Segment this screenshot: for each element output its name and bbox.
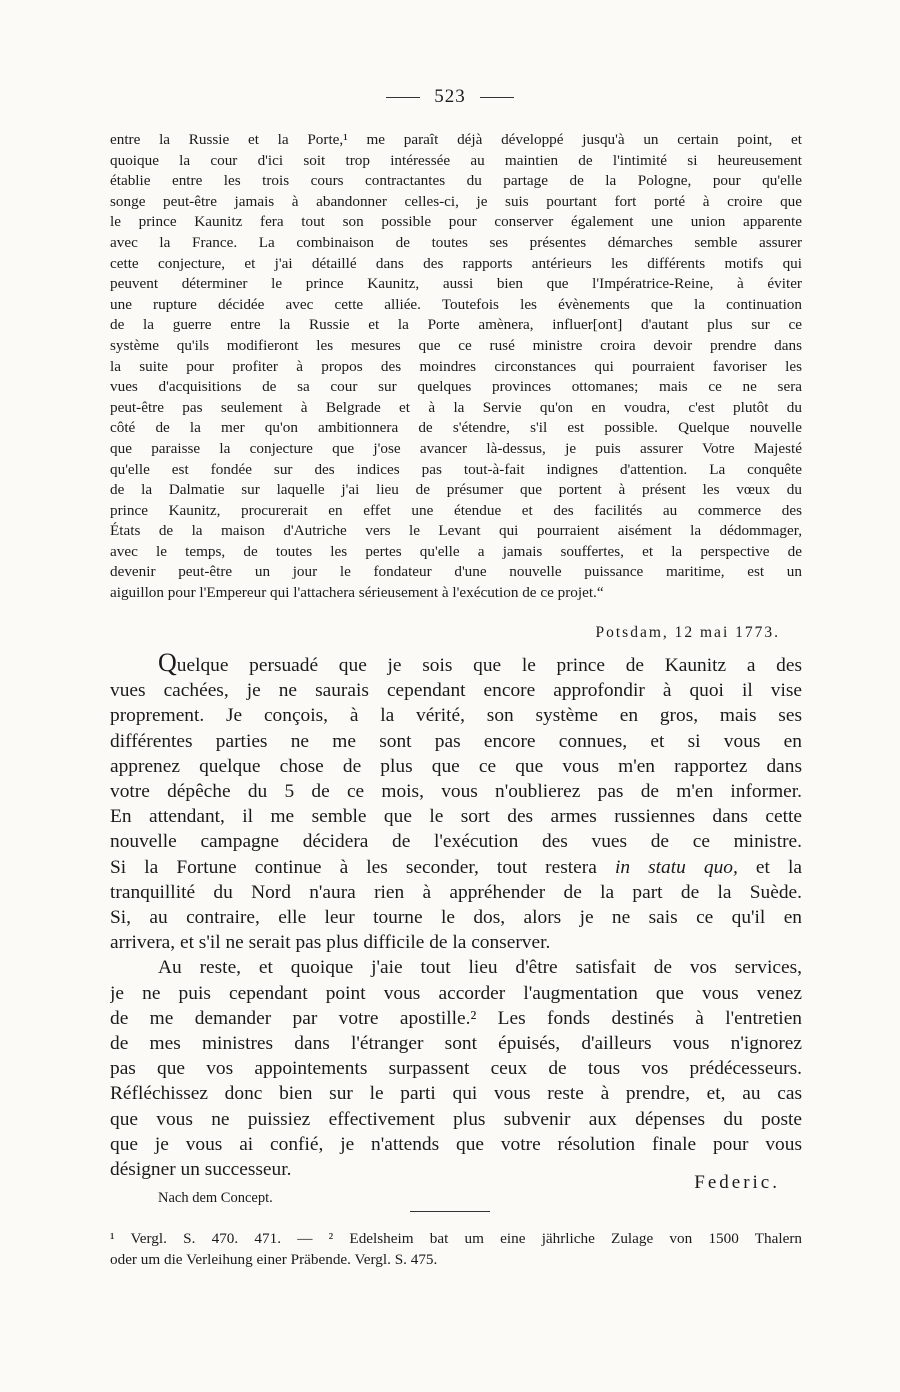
letter-line: de mes ministres dans l'étranger sont épuisés, d'ailleurs vous n'ignorez	[110, 1033, 802, 1055]
letter-line	[110, 855, 802, 880]
quote-line: cette conjecture, et j'ai détaillé dans des rapports antérieurs les différents motifs qui	[110, 254, 802, 272]
quote-line: système qu'ils modifieront les mesures que ce rusé ministre croira devoir prendre dans	[110, 336, 802, 354]
quote-line: quoique la cour d'ici soit trop intéressée au maintien de l'intimité si heureusement	[110, 151, 802, 169]
quote-line: États de la maison d'Autriche vers le Levant qui pourraient aisément la dédommager,	[110, 522, 802, 540]
letter-line: votre dépêche du 5 de ce mois, vous n'oublierez pas de m'en informer.	[110, 781, 802, 803]
letter-line: de me demander par votre apostille.² Les fonds destinés à l'entretien	[110, 1007, 802, 1029]
quote-line: peut-être pas seulement à Belgrade et à la Servie qu'on en voudra, c'est plutôt du	[110, 398, 802, 416]
letter-line-text: uelque persuadé que je sois que le prince de Kaunitz a des	[176, 655, 802, 676]
quote-line: qu'elle est fondée sur des indices pas tout-à-fait indignes d'attention. La conquête	[110, 460, 802, 478]
letter-line: apprenez quelque chose de plus que ce que vous m'en rapportez dans	[110, 755, 802, 777]
quote-line: prince Kaunitz, procurerait en effet une étendue et des facilités au commerce des	[110, 501, 802, 519]
quote-line: aiguillon pour l'Empereur qui l'attachera sérieusement à l'exécution de ce projet.“	[110, 584, 604, 602]
page-number-dash-right	[480, 97, 514, 98]
quote-line: établie entre les trois cours contractantes du partage de la Pologne, pour qu'elle	[110, 172, 802, 190]
letter-line: pas que vos appointements surpassent ceux de tous vos prédécesseurs.	[110, 1058, 802, 1080]
quote-line: peuvent déterminer le prince Kaunitz, aussi bien que l'Impératrice-Reine, à éviter	[110, 275, 802, 293]
letter-line: que vous ne puissiez effectivement plus subvenir aux dépenses du poste	[110, 1108, 802, 1130]
quote-line: une rupture décidée avec cette alliée. Toutefois les évènements que la continuation	[110, 295, 802, 313]
quote-line: le prince Kaunitz fera tout son possible pour conserver également une union apparente	[110, 213, 802, 231]
letter-line: tranquillité du Nord n'aura rien à appréhender de la part de la Suède.	[110, 881, 802, 903]
footnote-line: oder um die Verleihung einer Präbende. Vergl. S. 475.	[110, 1251, 438, 1268]
footnote-line: ¹ Vergl. S. 470. 471. — ² Edelsheim bat um eine jährliche Zulage von 1500 Thalern	[110, 1230, 802, 1247]
dateline: Potsdam, 12 mai 1773.	[595, 624, 780, 641]
quoted-report	[110, 130, 802, 604]
letter-line-text: et la	[755, 856, 802, 878]
page-number-text: 523	[434, 86, 466, 107]
letter-line: vues cachées, je ne saurais cependant encore approfondir à quoi il vise	[110, 680, 802, 702]
initial-letter: Q	[158, 650, 177, 677]
quote-line: avec le temps, de toutes les pertes qu'elle a jamais souffertes, et la perspective de	[110, 542, 802, 560]
quote-line: de la Dalmatie sur laquelle j'ai lieu de présumer que portent à présent les vœux du	[110, 481, 802, 499]
quote-line: vues d'acquisitions de sa cour sur quelques provinces ottomanes; mais ce ne sera	[110, 378, 802, 396]
quote-line: avec la France. La combinaison de toutes ses présentes démarches semble assurer	[110, 233, 802, 251]
letter-line: que je vous ai confié, je n'attends que votre résolution finale pour vous	[110, 1133, 802, 1155]
quote-line: entre la Russie et la Porte,¹ me paraît déjà développé jusqu'à un certain point, et	[110, 131, 802, 148]
letter-line-text: Si la Fortune continue à les seconder, tout restera	[110, 856, 597, 878]
quote-line: songe peut-être jamais à abandonner celles-ci, je suis pourtant fort porté à croire que	[110, 192, 802, 210]
letter-line: je ne puis cependant point vous accorder l'augmentation que vous venez	[110, 982, 802, 1004]
quote-line: que paraisse la conjecture que j'ose avancer là-dessus, je puis assurer Votre Majesté	[110, 439, 802, 457]
quote-line: côté de la mer qu'on ambitionnera de s'étendre, s'il est possible. Quelque nouvelle	[110, 419, 802, 437]
quote-line: devenir peut-être un jour le fondateur d'une nouvelle puissance maritime, est un	[110, 563, 802, 581]
page-number-dash-left	[386, 97, 420, 98]
footnote-divider	[410, 1211, 490, 1212]
source-note: Nach dem Concept.	[158, 1190, 273, 1206]
italic-phrase: in statu quo,	[614, 856, 738, 878]
letter-body	[110, 650, 802, 1182]
quote-line: de la guerre entre la Russie et la Porte amènera, influer[ont] d'autant plus sur ce	[110, 316, 802, 334]
letter-line: désigner un successeur.	[110, 1159, 292, 1181]
letter-line: arrivera, et s'il ne serait pas plus difficile de la conserver.	[110, 932, 551, 954]
letter-line: différentes parties ne me sont pas encore connues, et si vous en	[110, 730, 802, 752]
letter-line: proprement. Je conçois, à la vérité, son système en gros, mais ses	[110, 705, 802, 727]
letter-line: Au reste, et quoique j'aie tout lieu d'être satisfait de vos services,	[158, 957, 802, 979]
letter-line: En attendant, il me semble que le sort des armes russiennes dans cette	[110, 806, 802, 828]
letter-line: Si, au contraire, elle leur tourne le dos, alors je ne sais ce qu'il en	[110, 907, 802, 929]
letter-line: nouvelle campagne décidera de l'exécution des vues de ce ministre.	[110, 831, 802, 853]
quote-line: la suite pour profiter à propos des moindres circonstances qui pourraient favoriser les	[110, 357, 802, 375]
footnotes	[110, 1228, 802, 1270]
letter-line	[110, 650, 802, 678]
page-number	[0, 86, 900, 108]
signature: Federic.	[694, 1172, 780, 1193]
letter-line: Réfléchissez donc bien sur le parti qui vous reste à prendre, et, au cas	[110, 1083, 802, 1105]
